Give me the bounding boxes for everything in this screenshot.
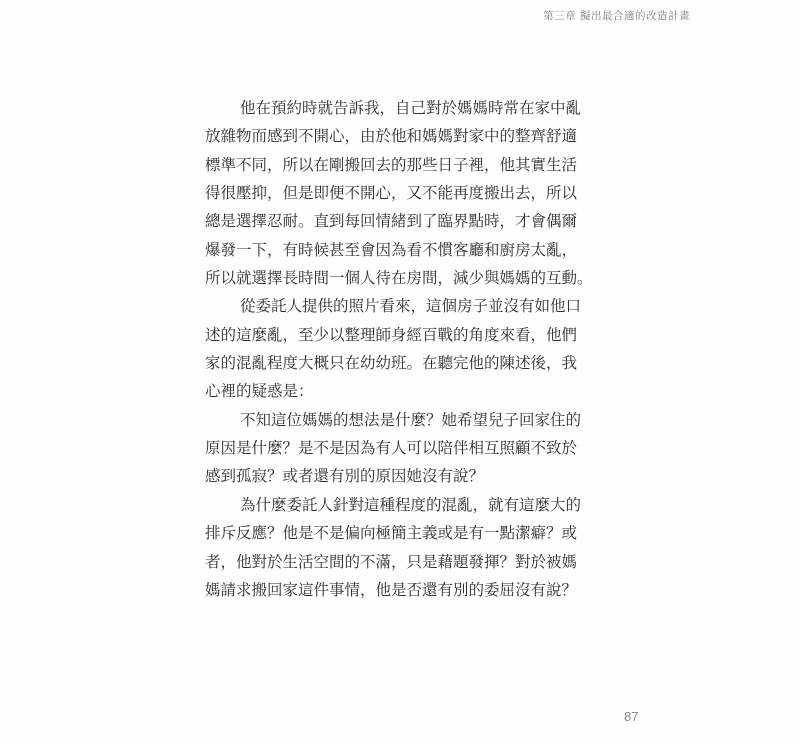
paragraph-line: 家的混亂程度大概只在幼幼班。在聽完他的陳述後，我 — [205, 354, 578, 373]
paragraph-line: 放雜物而感到不開心，由於他和媽媽對家中的整齊舒適 — [205, 127, 578, 146]
paragraph-line: 者，他對於生活空間的不滿，只是藉題發揮？對於被媽 — [205, 552, 578, 571]
paragraph-line: 心裡的疑惑是： — [205, 382, 314, 401]
running-header-chapter-title: 第三章 擬出最合適的改造計畫 — [543, 10, 690, 22]
paragraph-line: 為什麼委託人針對這種程度的混亂，就有這麼大的 — [240, 495, 582, 514]
paragraph-line: 爆發一下，有時候甚至會因為看不慣客廳和廚房太亂， — [205, 240, 578, 259]
paragraph-line: 從委託人提供的照片看來，這個房子並沒有如他口 — [240, 297, 582, 316]
paragraph-line: 所以就選擇長時間一個人待在房間，減少與媽媽的互動。 — [205, 269, 593, 288]
paragraph-line: 感到孤寂？或者還有別的原因她沒有說？ — [205, 467, 485, 486]
paragraph-line: 標準不同，所以在剛搬回去的那些日子裡，他其實生活 — [205, 155, 578, 174]
paragraph-line: 原因是什麼？是不是因為有人可以陪伴相互照顧不致於 — [205, 439, 578, 458]
body-text — [205, 94, 595, 604]
paragraph-line: 總是選擇忍耐。直到每回情緒到了臨界點時，才會偶爾 — [205, 212, 578, 231]
page-number: 87 — [624, 709, 639, 724]
paragraph-line: 排斥反應？他是不是偏向極簡主義或是有一點潔癖？或 — [205, 524, 578, 543]
paragraph-line: 媽請求搬回家這件事情，他是否還有別的委屈沒有說？ — [205, 580, 578, 599]
paragraph-line: 得很壓抑，但是即便不開心，又不能再度搬出去，所以 — [205, 184, 578, 203]
paragraph-line: 述的這麼亂，至少以整理師身經百戰的角度來看，他們 — [205, 325, 578, 344]
paragraph-line: 不知這位媽媽的想法是什麼？她希望兒子回家住的 — [240, 410, 582, 429]
paragraph-line: 他在預約時就告訴我，自己對於媽媽時常在家中亂 — [240, 99, 582, 117]
